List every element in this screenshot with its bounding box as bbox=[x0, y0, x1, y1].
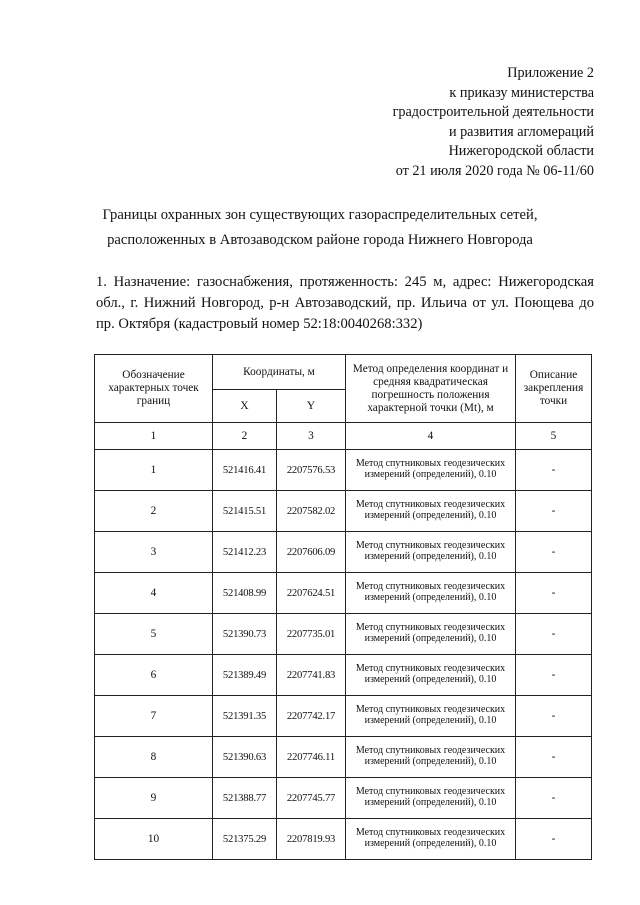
cell-x: 521391.35 bbox=[213, 696, 277, 737]
cell-desc: - bbox=[516, 450, 592, 491]
cell-y: 2207606.09 bbox=[277, 532, 346, 573]
cell-point: 2 bbox=[95, 491, 213, 532]
cell-point: 9 bbox=[95, 778, 213, 819]
cell-x: 521408.99 bbox=[213, 573, 277, 614]
cell-y: 2207746.11 bbox=[277, 737, 346, 778]
cell-point: 1 bbox=[95, 450, 213, 491]
coordinates-table bbox=[94, 354, 592, 860]
cell-x: 521390.73 bbox=[213, 614, 277, 655]
cell-y: 2207741.83 bbox=[277, 655, 346, 696]
table-row bbox=[95, 655, 592, 696]
document-title bbox=[0, 203, 640, 253]
header-line: градостроительной деятельности bbox=[392, 104, 594, 121]
cell-method: Метод спутниковых геодезических измерений (определений), 0.10 bbox=[346, 450, 516, 491]
cell-desc: - bbox=[516, 491, 592, 532]
header-line: Нижегородской области bbox=[448, 143, 594, 160]
table-row bbox=[95, 737, 592, 778]
cell-y: 2207624.51 bbox=[277, 573, 346, 614]
cell-y: 2207735.01 bbox=[277, 614, 346, 655]
cell-point: 5 bbox=[95, 614, 213, 655]
document-header bbox=[393, 64, 594, 182]
table-row bbox=[95, 614, 592, 655]
cell-method: Метод спутниковых геодезических измерений (определений), 0.10 bbox=[346, 696, 516, 737]
cell-x: 521415.51 bbox=[213, 491, 277, 532]
cell-x: 521390.63 bbox=[213, 737, 277, 778]
cell-x: 521412.23 bbox=[213, 532, 277, 573]
cell-desc: - bbox=[516, 614, 592, 655]
column-number: 2 bbox=[213, 423, 277, 450]
cell-method: Метод спутниковых геодезических измерений (определений), 0.10 bbox=[346, 778, 516, 819]
cell-point: 6 bbox=[95, 655, 213, 696]
cell-y: 2207745.77 bbox=[277, 778, 346, 819]
header-desc: Описание закрепления точки bbox=[516, 355, 592, 423]
cell-x: 521388.77 bbox=[213, 778, 277, 819]
header-line: от 21 июля 2020 года № 06-11/60 bbox=[395, 162, 594, 179]
cell-method: Метод спутниковых геодезических измерений (определений), 0.10 bbox=[346, 819, 516, 860]
cell-method: Метод спутниковых геодезических измерений (определений), 0.10 bbox=[346, 737, 516, 778]
table-row bbox=[95, 532, 592, 573]
cell-point: 4 bbox=[95, 573, 213, 614]
table-row bbox=[95, 573, 592, 614]
cell-desc: - bbox=[516, 696, 592, 737]
header-line: к приказу министерства bbox=[449, 84, 594, 101]
cell-y: 2207576.53 bbox=[277, 450, 346, 491]
header-line: и развития агломераций bbox=[448, 123, 594, 140]
cell-point: 3 bbox=[95, 532, 213, 573]
table-row bbox=[95, 778, 592, 819]
cell-point: 7 bbox=[95, 696, 213, 737]
cell-method: Метод спутниковых геодезических измерений (определений), 0.10 bbox=[346, 532, 516, 573]
header-coords: Координаты, м bbox=[213, 355, 346, 390]
cell-desc: - bbox=[516, 573, 592, 614]
title-line-1: Границы охранных зон существующих газораспределительных сетей, bbox=[102, 207, 538, 223]
title-line-2: расположенных в Автозаводском районе города Нижнего Новгорода bbox=[107, 232, 533, 248]
header-y: Y bbox=[277, 390, 346, 423]
column-number: 1 bbox=[95, 423, 213, 450]
column-number: 4 bbox=[346, 423, 516, 450]
table-row bbox=[95, 696, 592, 737]
cell-point: 8 bbox=[95, 737, 213, 778]
table-row bbox=[95, 819, 592, 860]
cell-method: Метод спутниковых геодезических измерений (определений), 0.10 bbox=[346, 614, 516, 655]
cell-method: Метод спутниковых геодезических измерений (определений), 0.10 bbox=[346, 655, 516, 696]
header-line: Приложение 2 bbox=[507, 65, 594, 81]
table-row bbox=[95, 450, 592, 491]
cell-desc: - bbox=[516, 778, 592, 819]
cell-method: Метод спутниковых геодезических измерений (определений), 0.10 bbox=[346, 573, 516, 614]
cell-y: 2207819.93 bbox=[277, 819, 346, 860]
cell-x: 521375.29 bbox=[213, 819, 277, 860]
cell-desc: - bbox=[516, 737, 592, 778]
cell-x: 521416.41 bbox=[213, 450, 277, 491]
cell-y: 2207742.17 bbox=[277, 696, 346, 737]
cell-point: 10 bbox=[95, 819, 213, 860]
cell-method: Метод спутниковых геодезических измерений (определений), 0.10 bbox=[346, 491, 516, 532]
header-method: Метод определения координат и средняя квадратическая погрешность положения характерной точки (Мt), м bbox=[346, 355, 516, 423]
column-number: 3 bbox=[277, 423, 346, 450]
cell-y: 2207582.02 bbox=[277, 491, 346, 532]
column-number: 5 bbox=[516, 423, 592, 450]
table-row bbox=[95, 491, 592, 532]
header-x: X bbox=[213, 390, 277, 423]
cell-desc: - bbox=[516, 532, 592, 573]
cell-desc: - bbox=[516, 819, 592, 860]
cell-desc: - bbox=[516, 655, 592, 696]
cell-x: 521389.49 bbox=[213, 655, 277, 696]
object-description: 1. Назначение: газоснабжения, протяженность: 245 м, адрес: Нижегородская обл., г. Нижний Новгород, р-н Автозаводский, пр. Ильича от ул. Поющева до пр. Октября (кадастровый номер 52:18:0040268:332) bbox=[96, 274, 594, 332]
header-points: Обозначение характерных точек границ bbox=[95, 355, 213, 423]
